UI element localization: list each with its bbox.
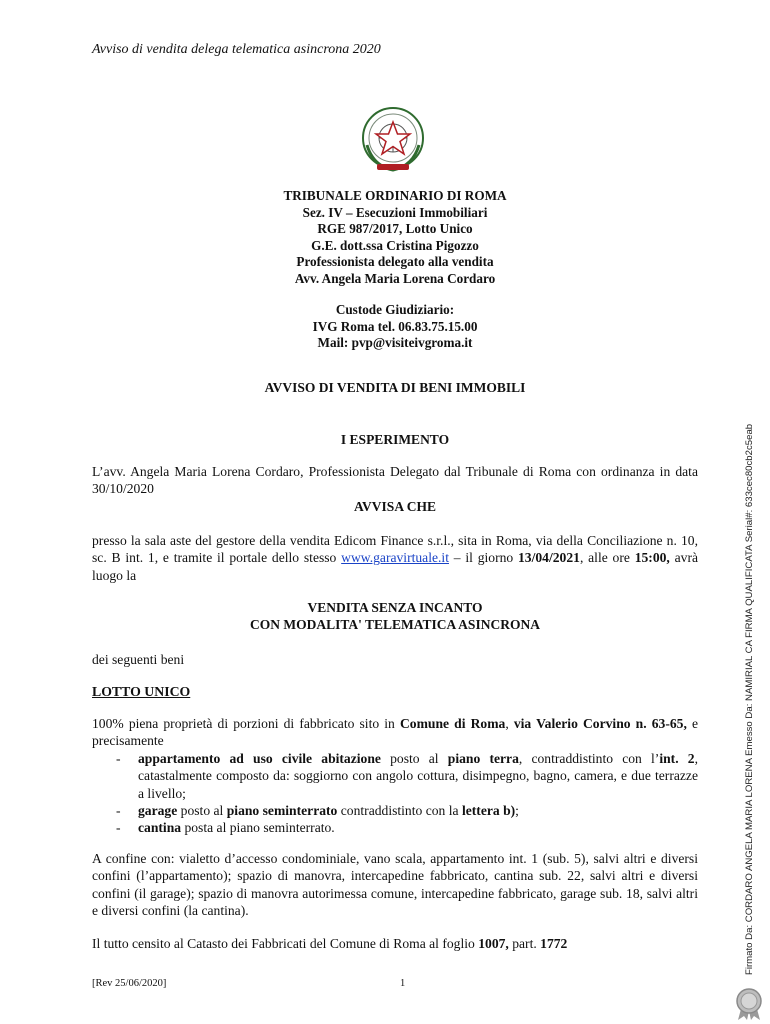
revision-footer: [Rev 25/06/2020] <box>92 978 167 989</box>
judge-name: G.E. dott.ssa Cristina Pigozzo <box>311 237 479 253</box>
custodian-info <box>0 302 770 352</box>
digital-signature-note: Firmato Da: CORDARO ANGELA MARIA LORENA Emesso Da: NAMIRIAL CA FIRMA QUALIFICATA Serial#: 633cec80cb2c5eab <box>744 423 755 975</box>
page-number: 1 <box>400 978 406 989</box>
boundaries-paragraph: A confine con: vialetto d’accesso condominiale, vano scala, appartamento int. 1 (sub. 5), salvi altri e diversi confini (l’appartamento); spazio di manovra, intercapedine fabbricato, cantina sub. 22, salvi altri e diversi confini (il garage); spazio di manovra autorimessa comune, intercapedine fabbricato, garage sub. 18, salvi altri e diversi confini (la cantina). <box>92 851 698 919</box>
auction-date: 13/04/2021 <box>518 550 580 566</box>
list-item: - appartamento ad uso civile abitazione posto al piano terra, contraddistinto con l’int. 2, catastalmente composto da: soggiorno con angolo cottura, disimpegno, bagno, camera, e due terrazze a livello; <box>116 750 698 801</box>
document-title: AVVISO DI VENDITA DI BENI IMMOBILI <box>264 380 526 395</box>
garavirtuale-link[interactable]: www.garavirtuale.it <box>341 550 449 566</box>
court-info <box>0 188 770 287</box>
auction-time: 15:00, <box>634 550 670 566</box>
goods-intro: dei seguenti beni <box>92 652 185 667</box>
lot-heading: LOTTO UNICO <box>92 684 191 699</box>
court-section: Sez. IV – Esecuzioni Immobiliari <box>302 204 488 220</box>
sale-type-heading: VENDITA SENZA INCANTO CON MODALITA' TELEMATICA ASINCRONA <box>250 600 540 632</box>
signature-seal-icon <box>731 985 767 1021</box>
delegate-name: Avv. Angela Maria Lorena Cordaro <box>294 270 496 286</box>
auction-location-paragraph: presso la sala aste del gestore della vendita Edicom Finance s.r.l., sita in Roma, via della Conciliazione n. 10, sc. B int. 1, e tramite il portale dello stesso www.garavirtuale.it – il giorno 13/04/2021, alle ore 15:00, avrà luogo la <box>92 533 699 583</box>
custodian-mail: Mail: pvp@visiteivgroma.it <box>317 335 473 350</box>
custodian-label: Custode Giudiziario: <box>335 302 455 317</box>
republic-emblem-icon <box>353 100 433 180</box>
custodian-phone: IVG Roma tel. 06.83.75.15.00 <box>312 318 478 334</box>
attempt-heading: I ESPERIMENTO <box>340 432 450 447</box>
cadastre-paragraph: Il tutto censito al Catasto dei Fabbricati del Comune di Roma al foglio 1007, part. 1772 <box>92 936 568 951</box>
court-name: TRIBUNALE ORDINARIO DI ROMA <box>283 188 507 203</box>
property-list <box>92 750 698 837</box>
list-item: - cantina posta al piano seminterrato. <box>116 820 335 836</box>
list-item: - garage posto al piano seminterrato contraddistinto con la lettera b); <box>116 803 519 819</box>
rge-number: RGE 987/2017, Lotto Unico <box>317 221 473 236</box>
running-header: Avviso di vendita delega telematica asincrona 2020 <box>92 42 381 57</box>
delegate-role: Professionista delegato alla vendita <box>296 254 494 269</box>
property-description: 100% piena proprietà di porzioni di fabbricato sito in Comune di Roma, via Valerio Corvino n. 63-65, e precisamente - appartamento ad uso civile abitazione posto al piano terra, contraddistinto con l’int. 2, catastalmente composto da: soggiorno con angolo cottura, disimpegno, bagno, camera, e due terrazze a livello; - garage posto al piano seminterrato contraddistinto con la lettera b); - cantina posta al piano seminterrato. <box>92 716 699 836</box>
avvisa-heading: AVVISA CHE <box>354 499 436 514</box>
intro-paragraph: L’avv. Angela Maria Lorena Cordaro, Professionista Delegato dal Tribunale di Roma con ordinanza in data 30/10/2020 <box>92 464 698 497</box>
